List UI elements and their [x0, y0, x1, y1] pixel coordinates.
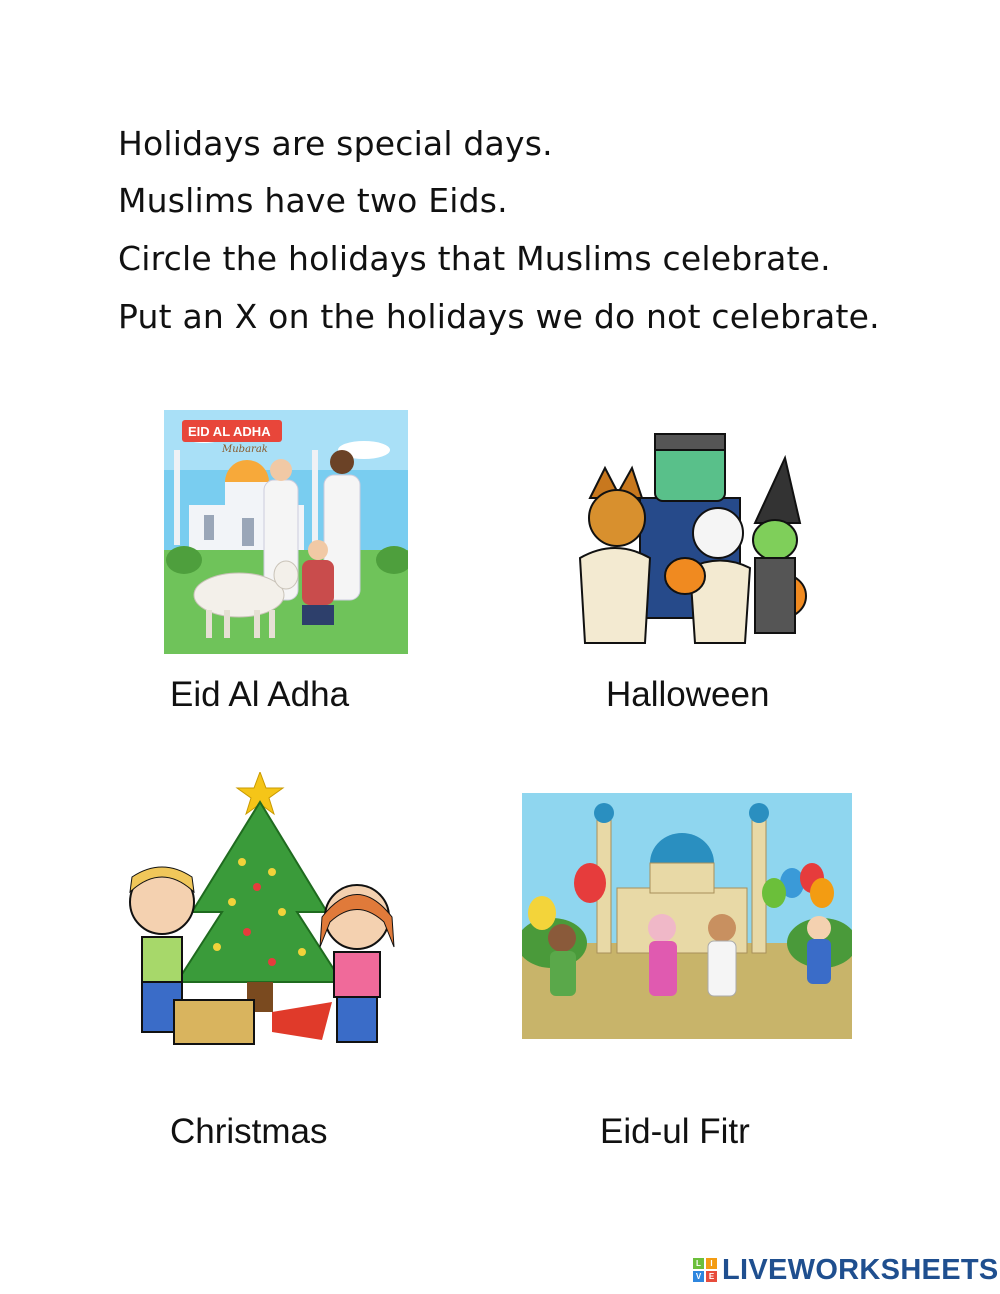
halloween-image[interactable]	[570, 428, 810, 650]
instruction-line-2: Muslims have two Eids.	[118, 181, 508, 220]
christmas-caption: Christmas	[170, 1112, 328, 1151]
halloween-caption: Halloween	[606, 675, 770, 714]
eid-ul-fitr-image[interactable]	[522, 793, 852, 1039]
eid-al-adha-image-title: EID AL ADHA	[188, 424, 271, 439]
liveworksheets-logo-mark	[693, 1258, 717, 1282]
instruction-line-1: Holidays are special days.	[118, 124, 553, 163]
instruction-line-3: Circle the holidays that Muslims celebrate.	[118, 239, 831, 278]
logo-mark-l: L	[693, 1258, 704, 1269]
eid-ul-fitr-caption: Eid-ul Fitr	[600, 1112, 750, 1151]
eid-al-adha-image-subtitle: Mubarak	[222, 444, 268, 455]
christmas-image[interactable]	[122, 772, 402, 1048]
liveworksheets-logo[interactable]	[693, 1254, 999, 1286]
logo-mark-v: V	[693, 1271, 704, 1282]
liveworksheets-logo-text: LIVEWORKSHEETS	[722, 1253, 999, 1286]
eid-al-adha-image[interactable]	[164, 410, 408, 654]
logo-mark-i: I	[706, 1258, 717, 1269]
logo-mark-e: E	[706, 1271, 717, 1282]
instruction-line-4: Put an X on the holidays we do not celebrate.	[118, 297, 880, 336]
eid-al-adha-caption: Eid Al Adha	[170, 675, 350, 714]
